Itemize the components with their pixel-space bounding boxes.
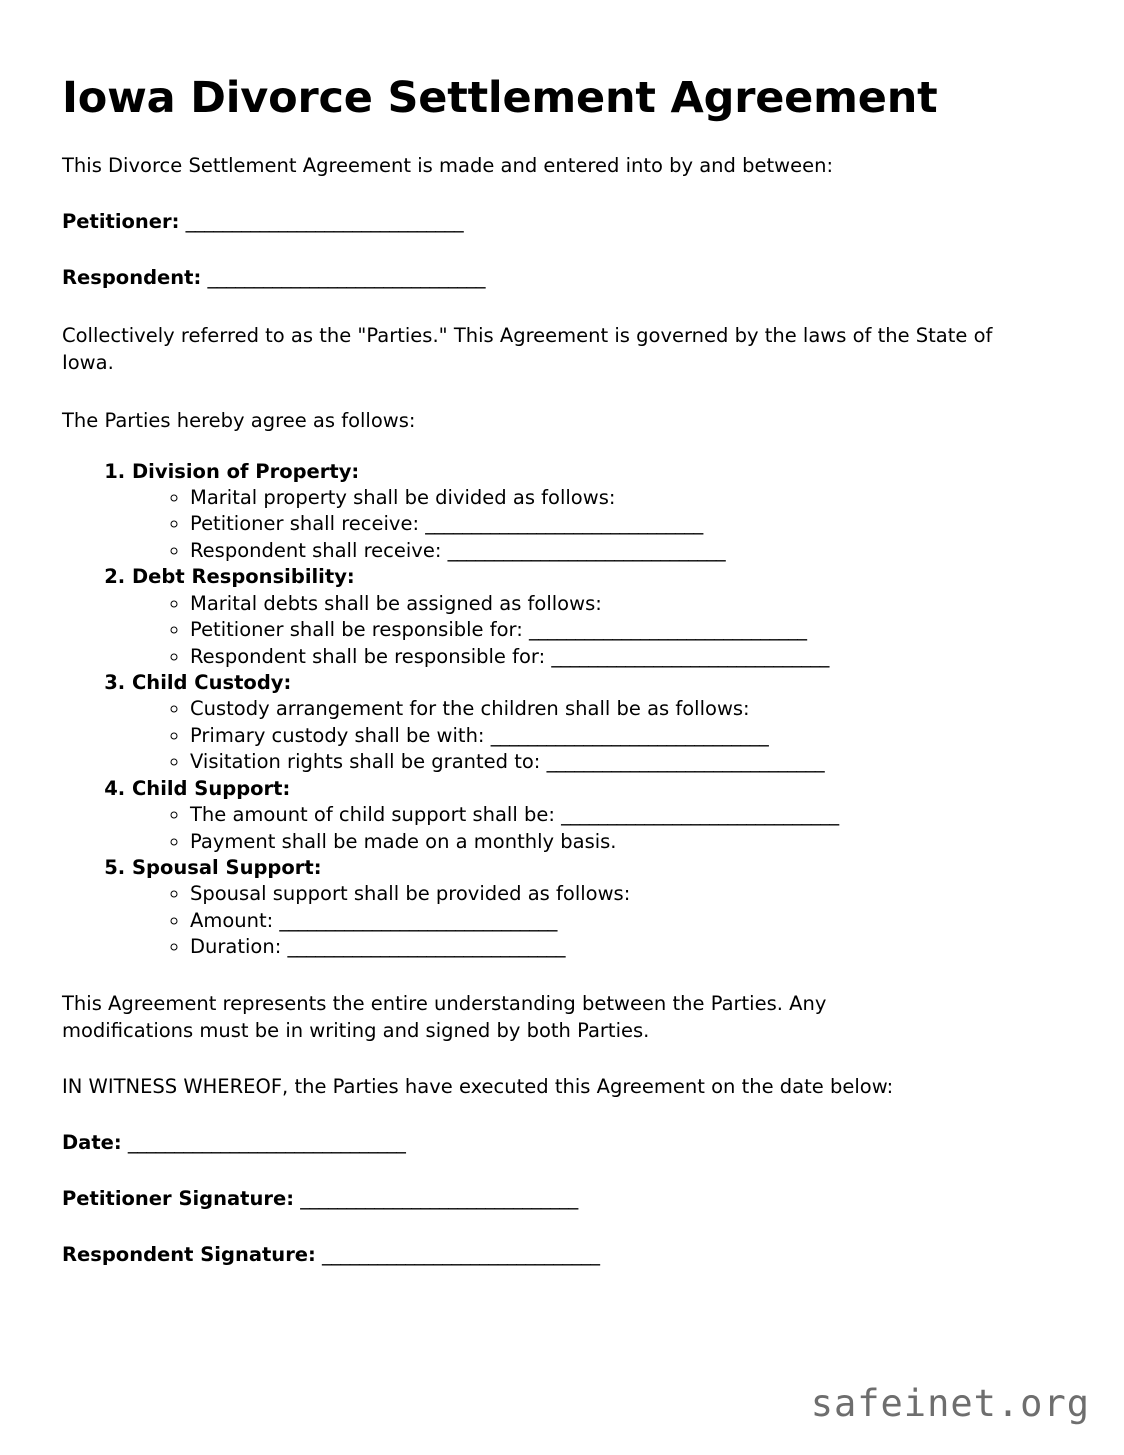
petitioner-signature-label: Petitioner Signature: [62, 1187, 295, 1211]
sub-item-text: Petitioner shall receive: [190, 512, 426, 536]
date-field-line [62, 1130, 1062, 1157]
sub-item-blank[interactable]: ______________________________ [528, 618, 807, 642]
sub-item-text: Visitation rights shall be granted to: [190, 750, 547, 774]
list-item [190, 829, 1062, 855]
governing-law-paragraph: Collectively referred to as the "Parties." This Agreement is governed by the laws of the State of Iowa. [62, 323, 993, 374]
section-child-support [132, 776, 1062, 855]
sub-item-blank[interactable]: ______________________________ [551, 644, 829, 668]
agreement-intro-paragraph: The Parties hereby agree as follows: [62, 408, 416, 432]
list-item [190, 749, 1062, 775]
petitioner-signature-line [62, 1186, 1062, 1213]
section-child-custody [132, 670, 1062, 776]
section-sub-list [132, 802, 1062, 855]
sub-item-text: Primary custody shall be with: [190, 723, 491, 747]
sub-item-text: Respondent shall be responsible for: [190, 644, 552, 668]
petitioner-blank[interactable]: ______________________________ [185, 210, 464, 234]
sub-item-blank[interactable]: ______________________________ [279, 908, 557, 932]
section-sub-list [132, 696, 1062, 775]
section-sub-list [132, 591, 1062, 670]
intro-paragraph: This Divorce Settlement Agreement is made and entered into by and between: [62, 154, 834, 178]
date-blank[interactable]: ______________________________ [127, 1131, 406, 1155]
section-division-of-property [132, 459, 1062, 565]
petitioner-signature-blank[interactable]: ______________________________ [300, 1187, 578, 1211]
sub-item-text: Amount: [190, 908, 280, 932]
section-title: Spousal Support: [132, 855, 322, 879]
entire-understanding-paragraph: This Agreement represents the entire understanding between the Parties. Any modifications must be in writing and signed by both Parties. [62, 991, 827, 1042]
sub-item-text: Marital property shall be divided as follows: [190, 486, 616, 510]
petitioner-label: Petitioner: [62, 210, 180, 234]
sub-item-text: Spousal support shall be provided as follows: [190, 882, 631, 906]
sub-item-blank[interactable]: ______________________________ [447, 538, 726, 562]
page-title: Iowa Divorce Settlement Agreement [62, 73, 938, 123]
watermark-safeinet: safeinet.org [810, 1382, 1090, 1425]
sub-item-blank[interactable]: ______________________________ [287, 935, 565, 959]
list-item [190, 881, 1062, 907]
list-item [190, 617, 1062, 643]
respondent-blank[interactable]: ______________________________ [207, 265, 485, 289]
section-sub-list [132, 881, 1062, 960]
section-title: Child Custody: [132, 670, 292, 694]
petitioner-field-line [62, 209, 1062, 236]
sub-item-text: Duration: [190, 935, 288, 959]
list-item [190, 644, 1062, 670]
list-item [190, 538, 1062, 564]
sub-item-blank[interactable]: ______________________________ [490, 723, 769, 747]
list-item [190, 696, 1062, 722]
sub-item-blank[interactable]: ______________________________ [561, 803, 839, 827]
section-title: Debt Responsibility: [132, 565, 355, 589]
sub-item-text: Payment shall be made on a monthly basis. [190, 829, 617, 853]
sub-item-blank[interactable]: ______________________________ [546, 750, 825, 774]
date-label: Date: [62, 1131, 122, 1155]
sub-item-text: The amount of child support shall be: [190, 803, 562, 827]
list-item [190, 908, 1062, 934]
section-title: Child Support: [132, 776, 291, 800]
section-title: Division of Property: [132, 459, 360, 483]
sub-item-text: Custody arrangement for the children shall be as follows: [190, 697, 750, 721]
list-item [190, 802, 1062, 828]
agreement-sections-list [62, 459, 1062, 961]
respondent-signature-line [62, 1242, 1062, 1269]
list-item [190, 511, 1062, 537]
section-debt-responsibility [132, 564, 1062, 670]
respondent-signature-blank[interactable]: ______________________________ [322, 1243, 600, 1267]
sub-item-text: Respondent shall receive: [190, 538, 448, 562]
sub-item-text: Marital debts shall be assigned as follows: [190, 591, 602, 615]
respondent-field-line [62, 265, 1062, 292]
section-spousal-support [132, 855, 1062, 961]
witness-clause-paragraph: IN WITNESS WHEREOF, the Parties have executed this Agreement on the date below: [62, 1075, 894, 1099]
respondent-signature-label: Respondent Signature: [62, 1243, 316, 1267]
list-item [190, 723, 1062, 749]
list-item [190, 934, 1062, 960]
list-item [190, 485, 1062, 511]
sub-item-text: Petitioner shall be responsible for: [190, 618, 529, 642]
list-item [190, 591, 1062, 617]
sub-item-blank[interactable]: ______________________________ [425, 512, 703, 536]
respondent-label: Respondent: [62, 265, 202, 289]
section-sub-list [132, 485, 1062, 564]
